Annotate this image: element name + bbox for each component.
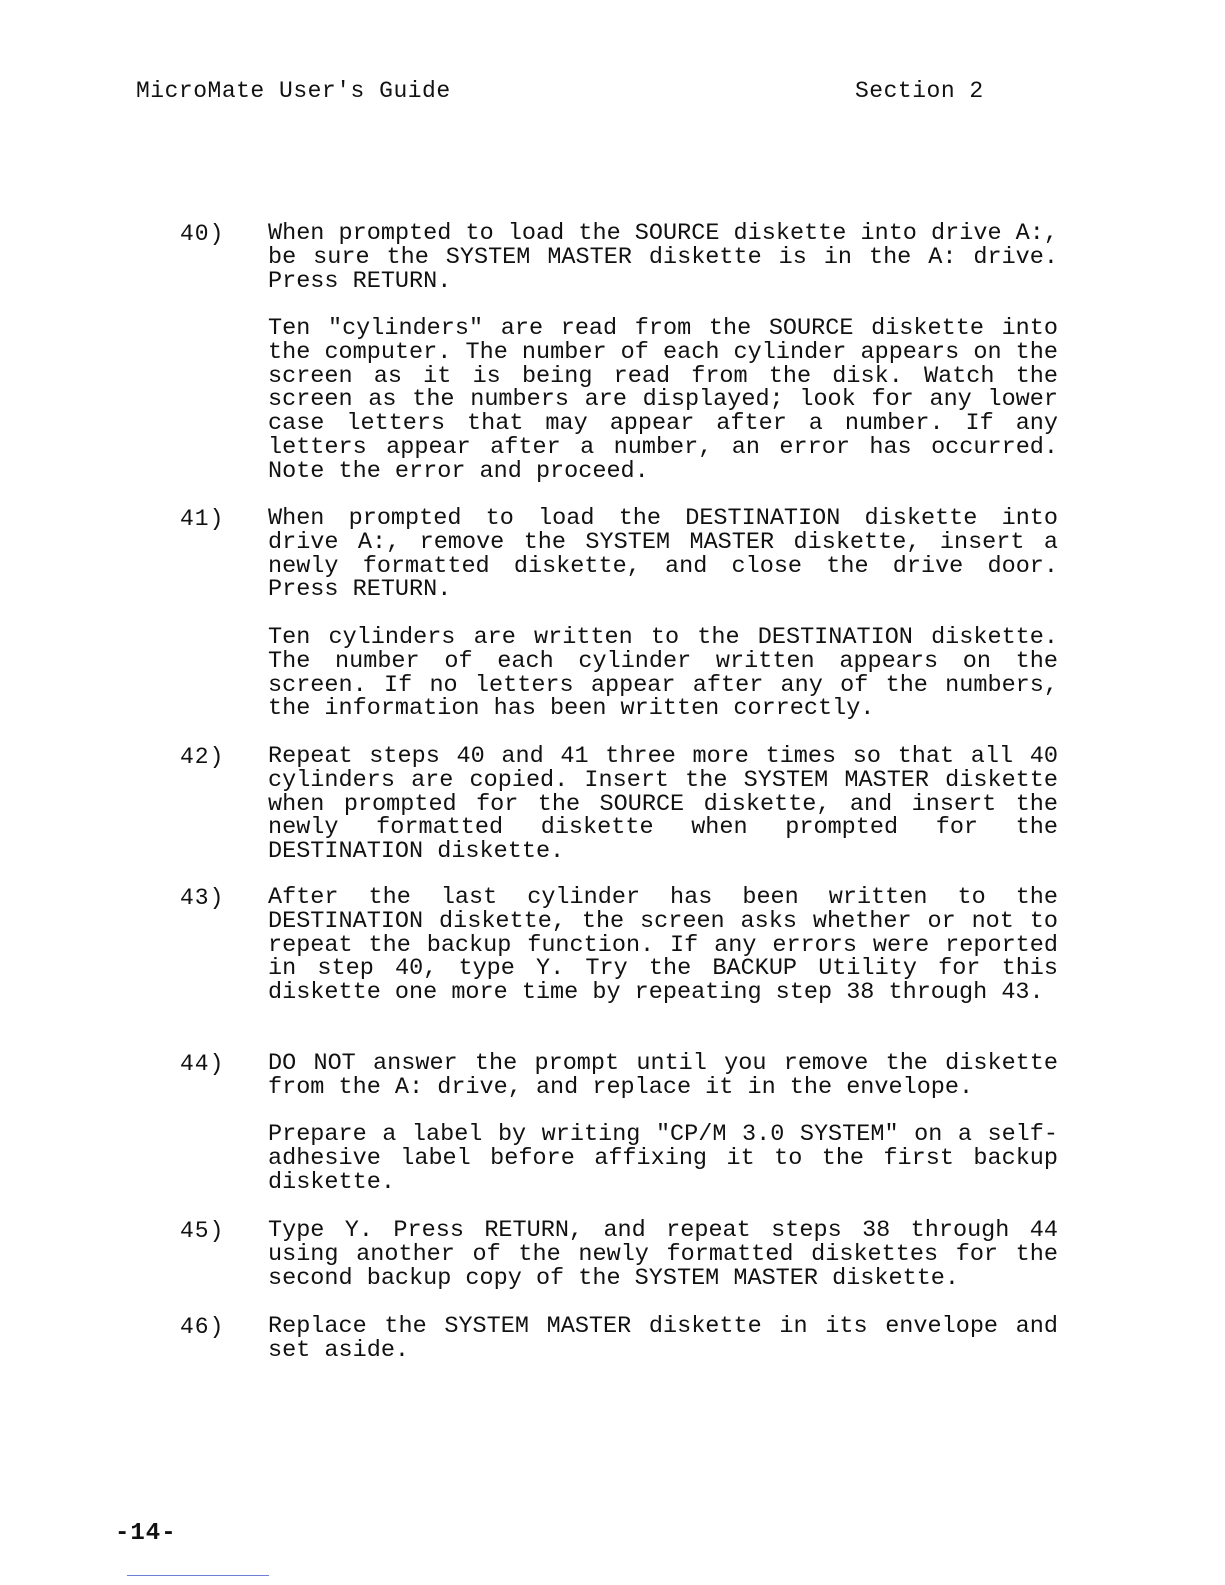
step-paragraph: Repeat steps 40 and 41 three more times so that all 40 cylinders are copied. Insert the SYSTEM MASTER diskette when prompted for the SOURCE diskette, and insert the newly formatted diskette when prompted for the DESTINATION diskette. [268,743,1058,866]
running-header-section: Section 2 [855,78,984,104]
running-header-title: MicroMate User's Guide [136,78,451,104]
step-number: 43) [180,885,225,911]
step-number: 41) [180,506,225,532]
step-paragraph: Ten "cylinders" are read from the SOURCE diskette into the computer. The number of each cylinder appears on the screen as it is being read from the disk. Watch the screen as the numbers are displayed; look for any lower case letters that may appear after a number. If any letters appear after a number, an error has occurred. Note the error and proceed. [268,315,1058,485]
step-number: 45) [180,1218,225,1244]
step-number: 40) [180,221,225,247]
step-paragraph: Prepare a label by writing "CP/M 3.0 SYSTEM" on a self-adhesive label before affixing it to the first backup diskette. [268,1121,1058,1196]
step-paragraph: Type Y. Press RETURN, and repeat steps 38 through 44 using another of the newly formatted diskettes for the second backup copy of the SYSTEM MASTER diskette. [268,1217,1058,1292]
step-number: 42) [180,744,225,770]
step-paragraph: Ten cylinders are written to the DESTINATION diskette. The number of each cylinder written appears on the screen. If no letters appear after any of the numbers, the information has been written correctly. [268,624,1058,723]
step-paragraph: DO NOT answer the prompt until you remove the diskette from the A: drive, and replace it in the envelope. [268,1050,1058,1101]
step-paragraph: When prompted to load the SOURCE diskette into drive A:, be sure the SYSTEM MASTER diskette is in the A: drive. Press RETURN. [268,220,1058,295]
step-number: 46) [180,1314,225,1340]
step-paragraph: Replace the SYSTEM MASTER diskette in its envelope and set aside. [268,1313,1058,1364]
footer-divider [127,1575,269,1576]
page-number: -14- [115,1520,177,1547]
step-paragraph: After the last cylinder has been written to the DESTINATION diskette, the screen asks whether or not to repeat the backup function. If any errors were reported in step 40, type Y. Try the BACKUP Utility for this diskette one more time by repeating step 38 through 43. [268,884,1058,1007]
step-number: 44) [180,1051,225,1077]
step-paragraph: When prompted to load the DESTINATION diskette into drive A:, remove the SYSTEM MASTER diskette, insert a newly formatted diskette, and close the drive door. Press RETURN. [268,505,1058,604]
